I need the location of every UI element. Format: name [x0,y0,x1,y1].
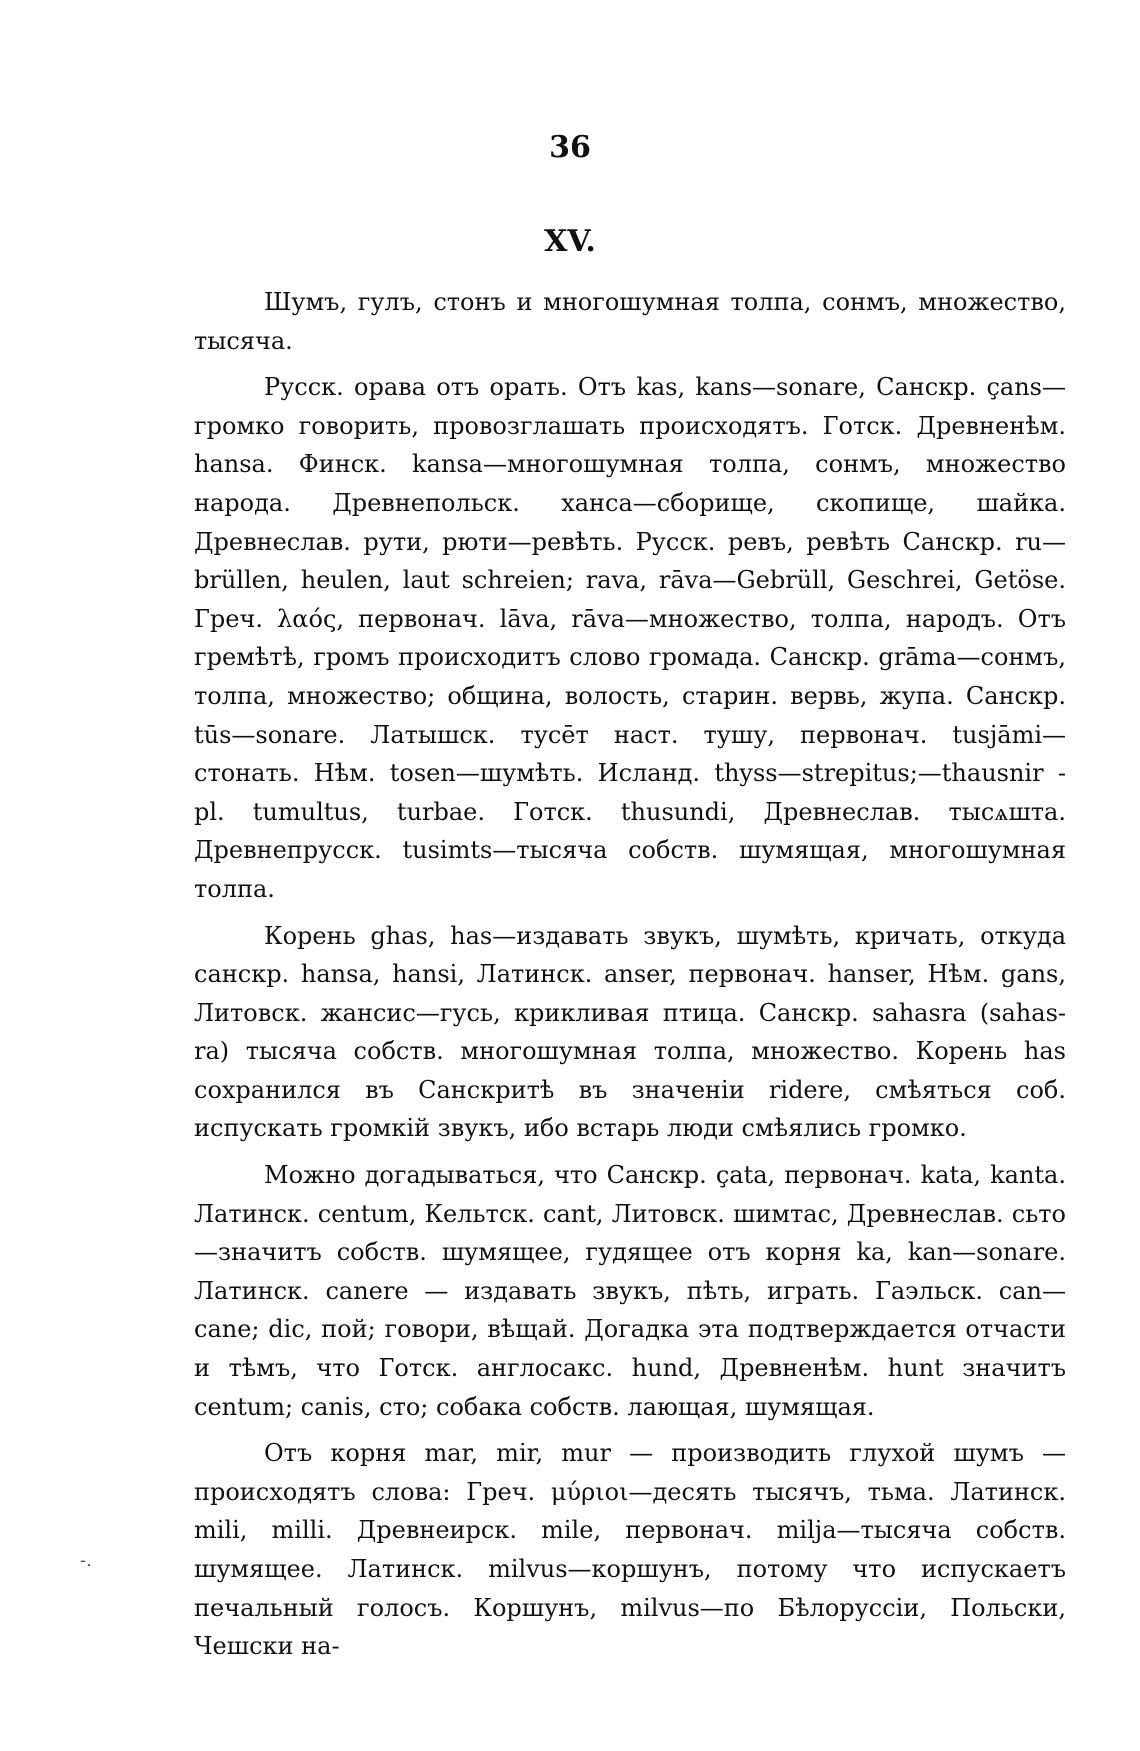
paragraph-2: Русск. орава отъ орать. Отъ kas, kans—sonare, Санскр. çans—громко говорить, провозглашать происходятъ. Готск. Древненѣм. hansa. Финск. kansa—многошумная толпа, сонмъ, множество народа. Древнепольск. ханса—сборище, скопище, шайка. Древнеслав. рути, рюти—ревѣть. Русск. ревъ, ревѣть Санскр. ru—brüllen, heulen, laut schreien; rava, rāva—Gebrüll, Geschrei, Getöse. Греч. λαός, первонач. lāva, rāva—множество, толпа, народъ. Отъ гремѣтѣ, громъ происходитъ слово громада. Санскр. grāma—сонмъ, толпа, множество; община, волость, старин. вервь, жупа. Санскр. tūs—sonare. Латышск. тусēт наст. тушу, первонач. tusjāmi—стонать. Нѣм. tosen—шумѣть. Исланд. thyss—strepitus;—thausnir - pl. tumultus, turbae. Готск. thusundi, Древнеслав. тысѧшта. Древнепрусск. tusimts—тысяча собств. шумящая, многошумная толпа. [194,373,1066,903]
paragraph-3: Корень ghas, has—издавать звукъ, шумѣть, кричать, откуда санскр. hansa, hansi, Латинск. anser, первонач. hanser, Нѣм. gans, Литовск. жансис—гусь, крикливая птица. Санскр. sahasra (sahas-ra) тысяча собств. многошумная толпа, множество. Корень has сохранился въ Санскритѣ въ значеніи ridere, смѣяться соб. испускать громкій звукъ, ибо встарь люди смѣялись громко. [194,921,1066,1143]
margin-mark: -. [80,1550,92,1571]
paragraph-1: Шумъ, гулъ, стонъ и многошумная толпа, сонмъ, множество, тысяча. [194,288,1066,355]
section-heading: XV. [544,224,596,259]
body-text [194,283,1066,1674]
paragraph-4: Можно догадываться, что Санскр. çata, первонач. kata, kanta. Латинск. centum, Кельтск. cant, Литовск. шимтас, Древнеслав. сьто—значитъ собств. шумящее, гудящее отъ корня ka, kan—sonare. Латинск. canere — издавать звукъ, пѣть, играть. Гаэльск. can—cane; dic, пой; говори, вѣщай. Догадка эта подтверждается отчасти и тѣмъ, что Готск. англосакс. hund, Древненѣм. hunt значитъ centum; canis, сто; собака собств. лающая, шумящая. [194,1161,1066,1421]
page-number: 36 [549,130,591,165]
paragraph-5: Отъ корня mar, mir, mur — производить глухой шумъ — происходятъ слова: Греч. μύριοι—десять тысячъ, тьма. Латинск. mili, milli. Древнеирск. mile, первонач. milja—тысяча собств. шумящее. Латинск. milvus—коршунъ, потому что испускаетъ печальный голосъ. Коршунъ, milvus—по Бѣлоруссіи, Польски, Чешски на- [194,1439,1066,1661]
